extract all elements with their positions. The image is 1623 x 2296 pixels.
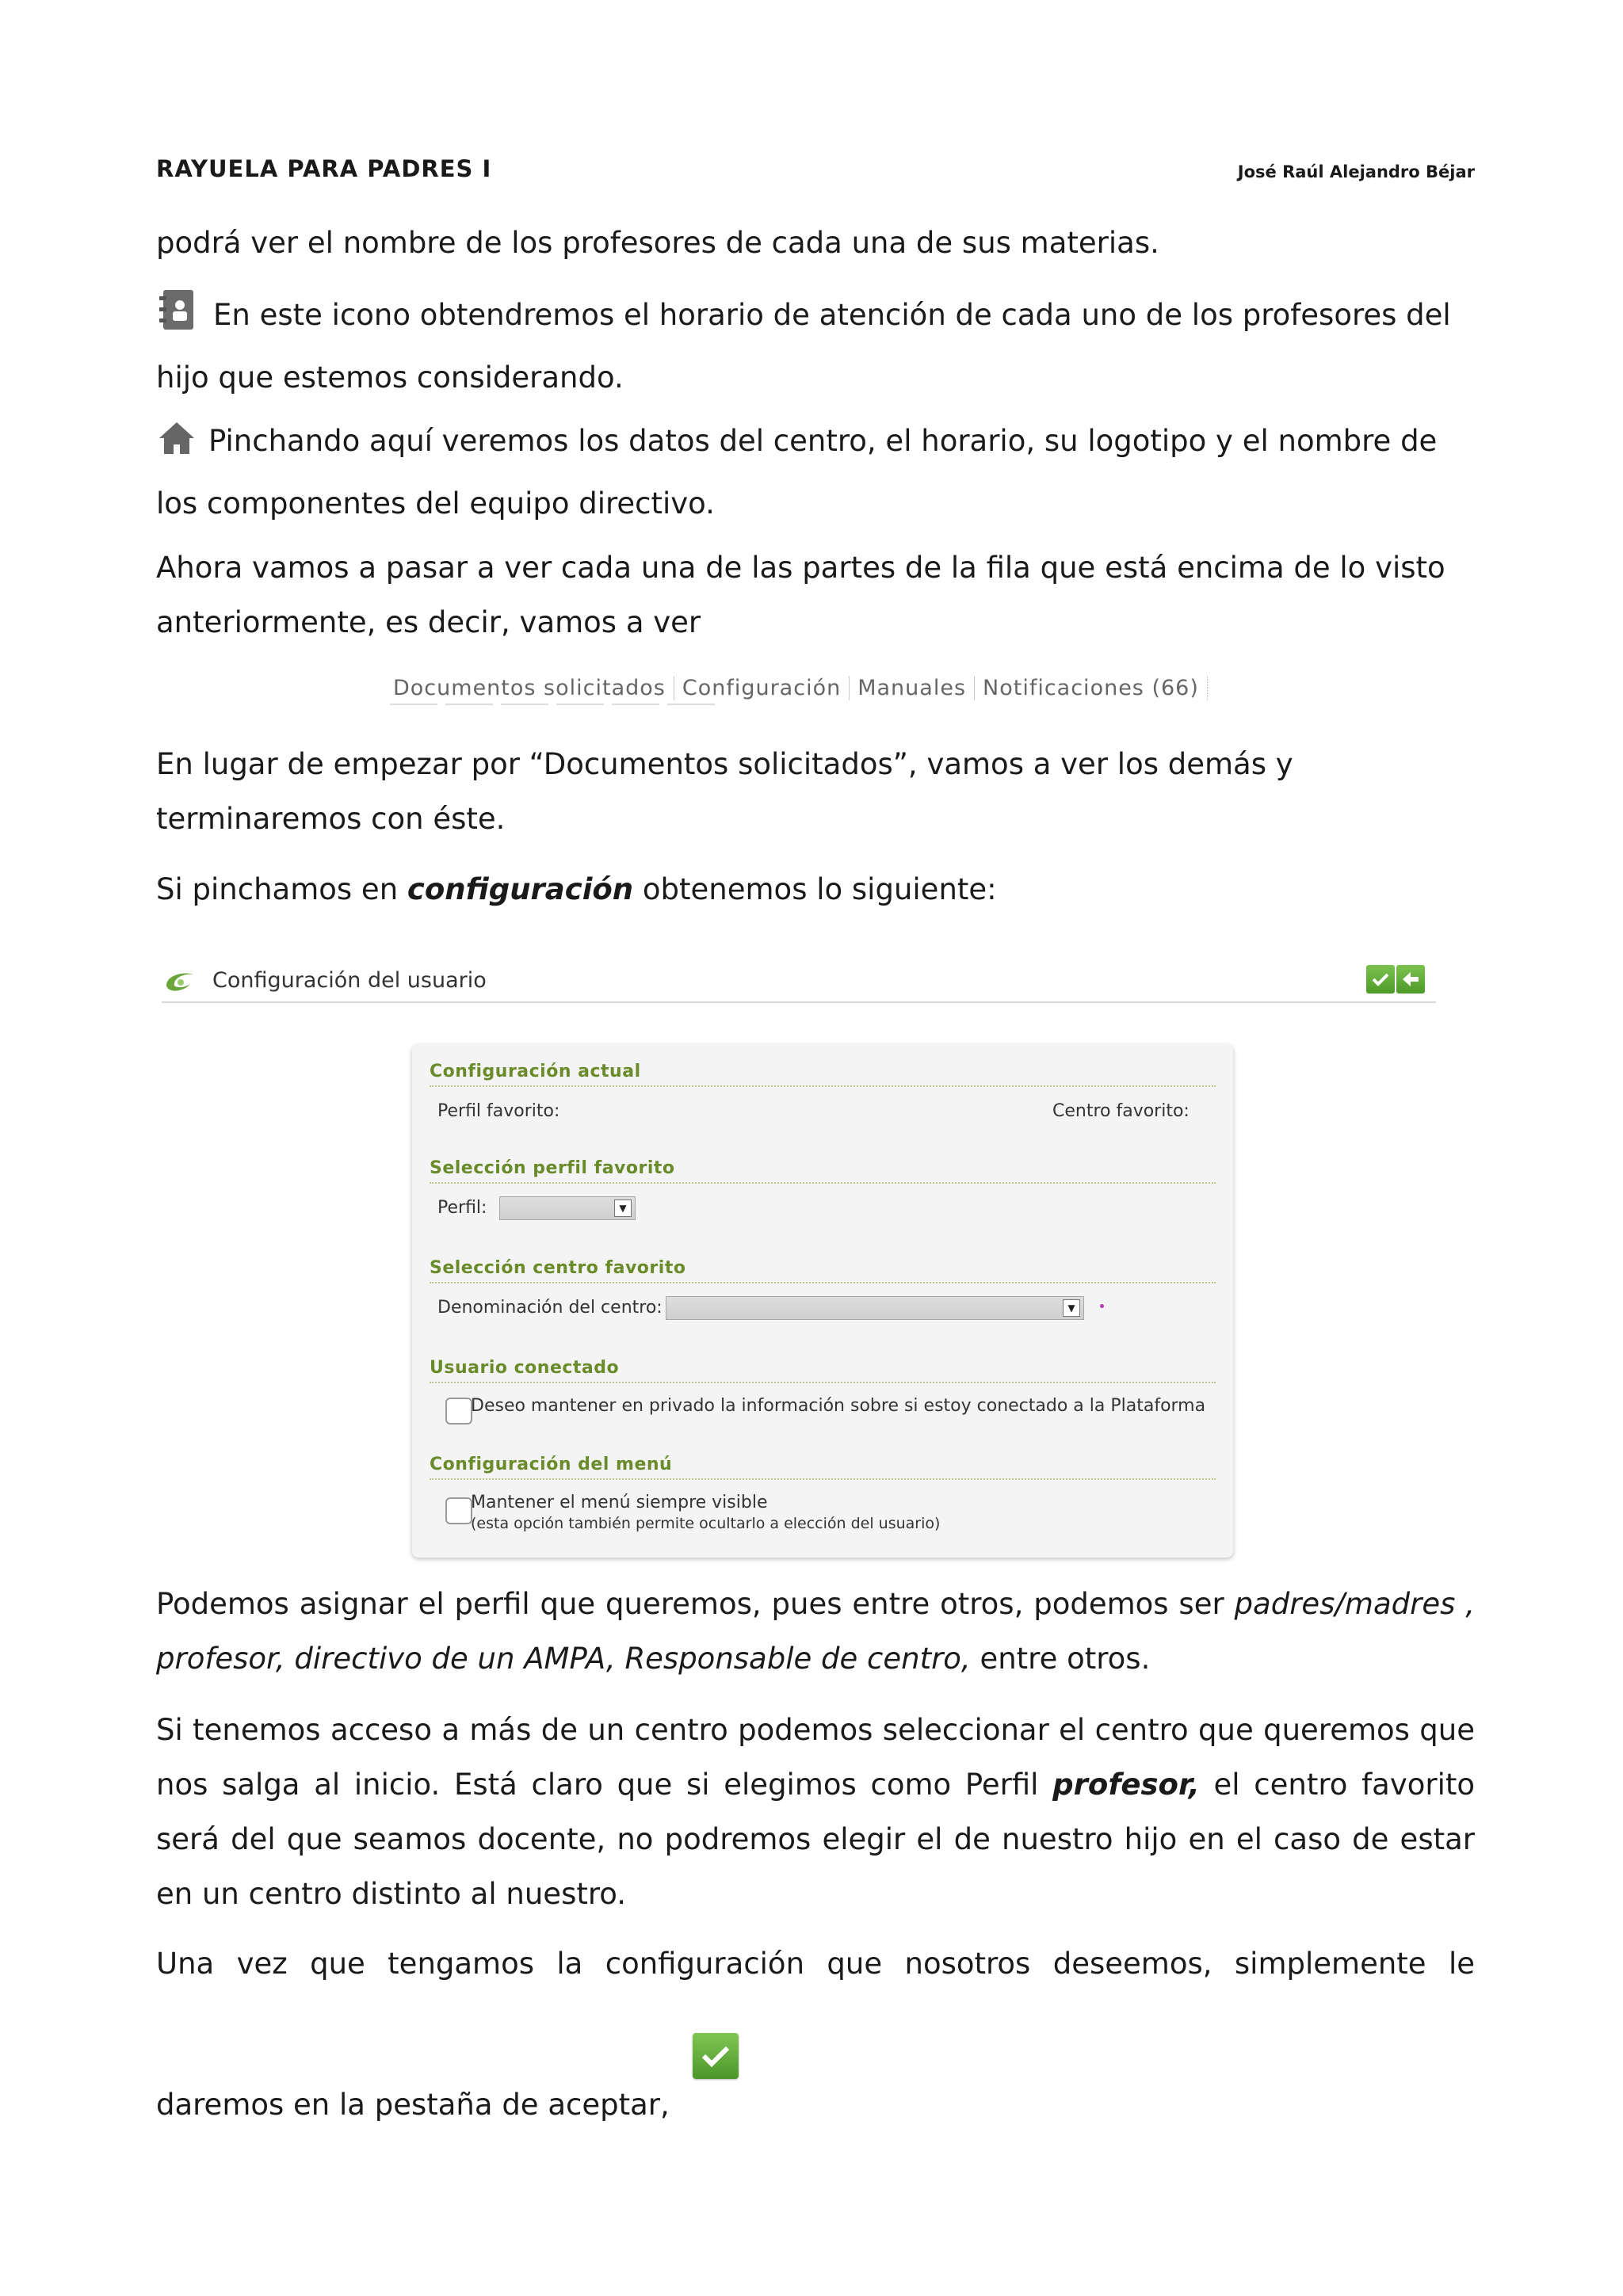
config-title: Configuración del usuario	[212, 968, 487, 993]
home-icon	[156, 418, 197, 476]
paragraph-2	[156, 287, 1475, 405]
tabs-strip	[388, 670, 1208, 705]
paragraph-10: daremos en la pestaña de aceptar,	[156, 2088, 670, 2122]
section-divider	[430, 1282, 1216, 1283]
paragraph-8	[156, 1703, 1475, 1921]
rayuela-logo-icon	[162, 965, 198, 995]
menu-visible-checkbox[interactable]	[445, 1497, 472, 1524]
back-button[interactable]	[1396, 965, 1425, 994]
paragraph-4: Ahora vamos a pasar a ver cada una de las partes de la fila que está encima de lo visto anteriormente, es decir, vamos a ver	[156, 551, 1445, 639]
tab-configuracion[interactable]: Configuración	[674, 676, 850, 700]
paragraph-6	[156, 862, 1475, 917]
config-header	[162, 962, 1436, 1003]
config-panel	[412, 1044, 1233, 1558]
section-divider	[430, 1478, 1216, 1480]
section-perfil-title: Selección perfil favorito	[430, 1158, 675, 1178]
paragraph-7	[156, 1577, 1475, 1686]
paragraph-8-start: Si tenemos acceso a más de un centro podemos seleccionar el centro que queremos que nos salga al inicio. Está claro que si elegimos como Perfil	[156, 1713, 1475, 1802]
paragraph-1: podrá ver el nombre de los profesores de cada una de sus materias.	[156, 226, 1159, 260]
paragraph-6-end: obtenemos lo siguiente:	[633, 872, 997, 906]
menu-visible-label: Mantener el menú siempre visible	[471, 1493, 768, 1512]
tab-manuales[interactable]: Manuales	[850, 676, 975, 700]
paragraph-7-end: entre otros.	[970, 1642, 1151, 1676]
perfil-label: Perfil:	[437, 1198, 487, 1218]
centro-favorito-label: Centro favorito:	[1052, 1101, 1190, 1121]
paragraph-2-text: En este icono obtendremos el horario de atención de cada uno de los profesores del hijo que estemos considerando.	[156, 298, 1451, 395]
menu-note-label: (esta opción también permite ocultarlo a elección del usuario)	[471, 1515, 941, 1532]
tab-documentos[interactable]: Documentos solicitados	[388, 676, 674, 700]
section-divider	[430, 1182, 1216, 1184]
section-centro-title: Selección centro favorito	[430, 1258, 686, 1278]
centro-select[interactable]	[666, 1296, 1084, 1320]
paragraph-3	[156, 414, 1475, 531]
tabs-underline	[390, 704, 715, 705]
chevron-down-icon: ▼	[1063, 1299, 1080, 1317]
privacy-label: Deseo mantener en privado la información sobre si estoy conectado a la Plataforma	[471, 1396, 1206, 1416]
tab-notificaciones[interactable]: Notificaciones (66)	[975, 676, 1208, 700]
perfil-favorito-label: Perfil favorito:	[437, 1101, 560, 1121]
paragraph-8-end: el centro favorito será del que seamos docente, no podremos elegir el de nuestro hijo en el caso de estar en un centro distinto al nuestro.	[156, 1768, 1475, 1911]
paragraph-6-bold: configuración	[407, 872, 634, 906]
paragraph-6-start: Si pinchamos en	[156, 872, 407, 906]
paragraph-5: En lugar de empezar por “Documentos solicitados”, vamos a ver los demás y terminaremos con éste.	[156, 747, 1293, 836]
paragraph-3-text: Pinchando aquí veremos los datos del centro, el horario, su logotipo y el nombre de los componentes del equipo directivo.	[156, 424, 1438, 521]
back-arrow-icon	[1401, 971, 1420, 988]
paragraph-9: Una vez que tengamos la configuración que nosotros deseemos, simplemente le	[156, 1947, 1475, 1981]
document-title: RAYUELA PARA PADRES I	[156, 155, 492, 182]
check-icon	[701, 2044, 731, 2068]
section-menu-title: Configuración del menú	[430, 1455, 673, 1474]
paragraph-7-start: Podemos asignar el perfil que queremos, pues entre otros, podemos ser	[156, 1587, 1235, 1621]
section-divider	[430, 1085, 1216, 1087]
paragraph-8-bold: profesor,	[1052, 1768, 1200, 1802]
required-marker	[1100, 1304, 1104, 1308]
perfil-select[interactable]	[499, 1196, 636, 1220]
check-icon	[1371, 971, 1390, 987]
section-actual-title: Configuración actual	[430, 1062, 641, 1081]
accept-button-large[interactable]	[693, 2033, 739, 2079]
paragraph-7-italic: padres/madres , profesor, directivo de un AMPA, Responsable de centro,	[156, 1587, 1476, 1676]
document-author: José Raúl Alejandro Béjar	[1237, 162, 1475, 181]
privacy-checkbox[interactable]	[445, 1398, 472, 1425]
section-divider	[430, 1382, 1216, 1383]
contacts-book-icon	[156, 287, 202, 350]
section-usuario-title: Usuario conectado	[430, 1358, 620, 1378]
denominacion-label: Denominación del centro:	[437, 1298, 663, 1318]
chevron-down-icon: ▼	[614, 1199, 632, 1217]
accept-button[interactable]	[1366, 965, 1395, 994]
